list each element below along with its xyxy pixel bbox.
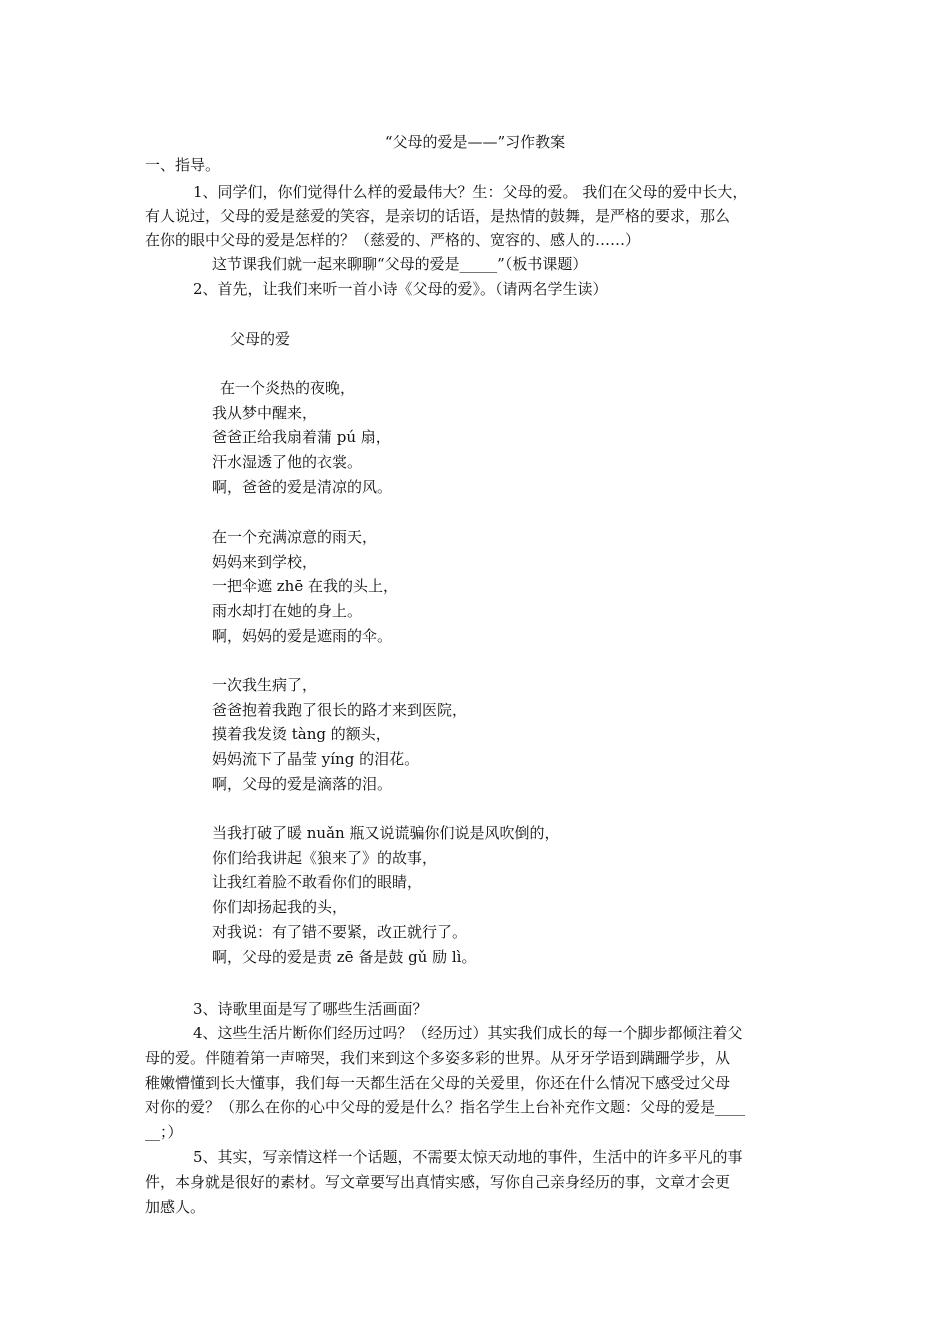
paragraph-4-line-4: 对你的爱？（那么在你的心中父母的爱是什么？指名学生上台补充作文题：父母的爱是____ — [145, 1098, 746, 1116]
poem-line: 雨水却打在她的身上。 — [212, 602, 363, 621]
poem-line: 让我红着脸不敢看你们的眼睛， — [212, 873, 423, 892]
poem-line: 啊，父母的爱是滴落的泪。 — [212, 774, 393, 793]
poem-line: 一把伞遮 zhē 在我的头上， — [212, 577, 398, 596]
poem-line: 我从梦中醒来， — [212, 403, 318, 422]
paragraph-5-line-2: 件，本身就是很好的素材。写文章要写出真情实感，写你自己亲身经历的事，文章才会更 — [145, 1173, 731, 1191]
poem-line: 爸爸正给我扇着蒲 pú 扇， — [212, 428, 391, 447]
poem-line: 啊，爸爸的爱是清凉的风。 — [212, 477, 393, 496]
poem-line: 妈妈流下了晶莹 yíng 的泪花。 — [212, 750, 420, 769]
paragraph-4-line-5: __；） — [145, 1123, 183, 1141]
poem-line: 啊，妈妈的爱是遮雨的伞。 — [212, 626, 393, 645]
poem-line: 当我打破了暖 nuǎn 瓶又说谎骗你们说是风吹倒的， — [212, 824, 560, 842]
poem-line: 对我说：有了错不要紧，改正就行了。 — [212, 922, 468, 941]
paragraph-5-line-3: 加感人。 — [145, 1198, 206, 1216]
poem-line: 一次我生病了， — [212, 676, 318, 694]
poem-line: 妈妈来到学校， — [212, 552, 318, 571]
poem-stanza-3 — [212, 673, 467, 797]
poem-stanza-1 — [212, 376, 392, 500]
poem-title: 父母的爱 — [230, 330, 291, 348]
poem-line: 你们给我讲起《狼来了》的故事， — [212, 848, 438, 867]
document-title: “父母的爱是——”习作教案 — [384, 133, 566, 151]
section-heading: 一、指导。 — [145, 156, 221, 174]
paragraph-2: 2、首先，让我们来听一首小诗《父母的爱》。（请两名学生读） — [193, 280, 608, 298]
paragraph-5-line-1: 5、其实，写亲情这样一个话题，不需要太惊天动地的事件，生活中的许多平凡的事 — [193, 1148, 743, 1166]
poem-line: 爸爸抱着我跑了很长的路才来到医院， — [212, 700, 468, 719]
paragraph-1-line-1: 1、同学们，你们觉得什么样的爱最伟大？生：父母的爱。 我们在父母的爱中长大， — [193, 183, 748, 201]
poem-line: 在一个充满凉意的雨天， — [212, 528, 378, 546]
paragraph-1-line-4: 这节课我们就一起来聊聊“父母的爱是_____”（板书课题） — [212, 255, 588, 273]
paragraph-4-line-1: 4、这些生活片断你们经历过吗？（经历过）其实我们成长的每一个脚步都倾注着父 — [193, 1024, 743, 1042]
poem-line: 在一个炎热的夜晚， — [220, 379, 356, 397]
poem-line: 啊，父母的爱是责 zē 备是鼓 gǔ 励 lì。 — [212, 947, 477, 966]
paragraph-1-line-3: 在你的眼中父母的爱是怎样的？（慈爱的、严格的、宽容的、感人的……） — [145, 231, 641, 249]
paragraph-4-line-2: 母的爱。伴随着第一声啼哭，我们来到这个多姿多彩的世界。从牙牙学语到蹒跚学步，从 — [145, 1049, 731, 1067]
poem-stanza-4 — [212, 821, 559, 969]
poem-line: 你们却扬起我的头， — [212, 898, 348, 917]
paragraph-4-line-3: 稚嫩懵懂到长大懂事，我们每一天都生活在父母的关爱里，你还在什么情况下感受过父母 — [145, 1074, 731, 1092]
paragraph-1-line-2: 有人说过，父母的爱是慈爱的笑容，是亲切的话语，是热情的鼓舞，是严格的要求，那么 — [145, 207, 731, 225]
poem-line: 汗水湿透了他的衣裳。 — [212, 453, 363, 472]
poem-stanza-2 — [212, 525, 398, 649]
paragraph-3: 3、诗歌里面是写了哪些生活画面？ — [193, 1000, 428, 1018]
poem-line: 摸着我发烫 tàng 的额头， — [212, 725, 391, 744]
